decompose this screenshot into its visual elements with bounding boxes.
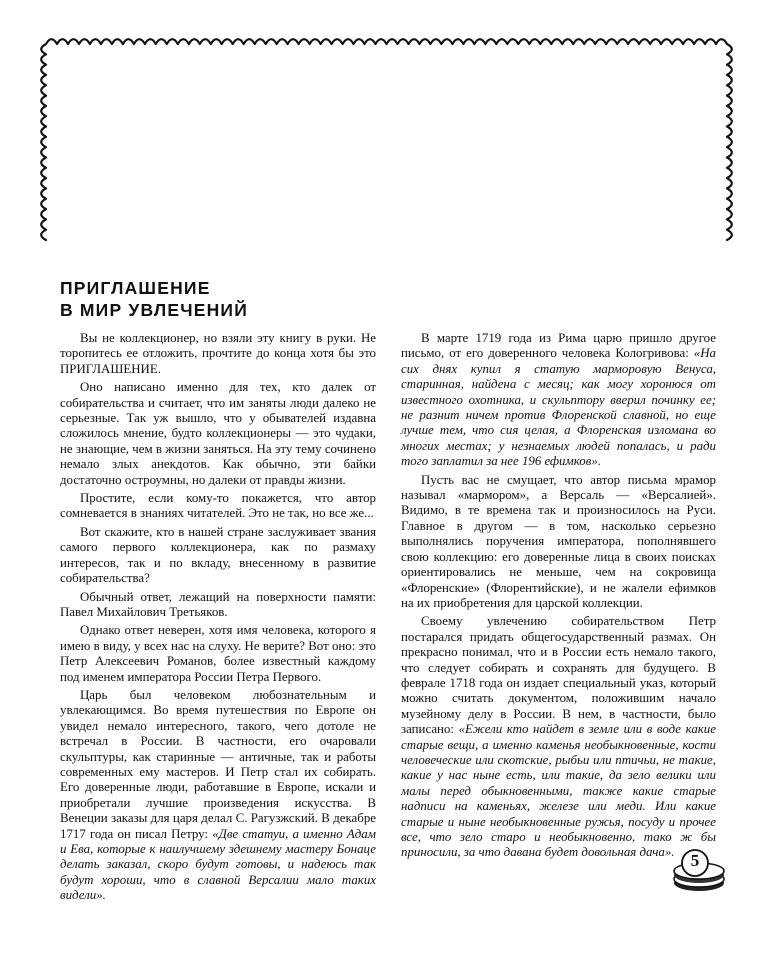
left-text-column [60, 331, 376, 907]
paragraph: Пусть вас не смущает, что автор письма мрамор называл «мармором», а Версаль — «Версалией». Видимо, в те времена так и произносилось на Руси. Главное в другом — в том, насколько серьезно выполнялись поручения императора, пополнявшего свою коллекцию: его доверенные лица в своих поисках ориентировались не меньше, чем на сокровища «Флоренские» (Флорентийские), и не жалели ефимков на их приобретения для царской коллекции. [401, 472, 716, 610]
paragraph-with-quote [401, 331, 716, 470]
paragraph: Оно написано именно для тех, кто далек от собирательства и считает, что им заняты люди далеко не серьезные. Так уж вышло, что у обывателей издавна сложилось мнение, будто коллекционеры — это чудаки, не знающие, чем в жизни заняться. На эту тему сочинено немало злых анекдотов. Как обычно, эти байки достаточно остроумны, но далеки от правды жизни. [60, 380, 376, 487]
paragraph: Однако ответ неверен, хотя имя человека, которого я имею в виду, у всех нас на слуху. Не верите? Вот оно: это Петр Алексеевич Романов, более известный каждому под именем императора России Петра Первого. [60, 623, 376, 684]
page-number: 5 [690, 851, 700, 870]
paragraph-text: Царь был человеком любознательным и увлекающимся. Во время путешествия по Европе он увидел немало интересного, такого, чего дотоле не встречал в России. В частности, его очаровали скульптуры, как старинные — античные, так и работы современных ему мастеров. И Петр стал их собирать. Его доверенные люди, работавшие в Европе, искали и приобретали лучшие произведения искусства. В Венеции заказы для царя делал С. Рагузжский. В декабре 1717 года он писал Петру: [60, 687, 376, 841]
paragraph: Простите, если кому-то покажется, что автор сомневается в знаниях читателей. Это не так, но все же... [60, 491, 376, 521]
stamp-frame-border [0, 0, 774, 260]
paragraph-text: Своему увлечению собирательством Петр постарался придать общегосударственный размах. Он прекрасно понимал, что и в России есть немало такого, что следует собирать и сохранять для будущего. В феврале 1718 года он издает специальный указ, который можно считать документом, положившим начало музейному делу в России. В нем, в частности, было записано: [401, 614, 716, 737]
heading-line-1: ПРИГЛАШЕНИЕ [60, 278, 211, 298]
paragraph: Вы не коллекционер, но взяли эту книгу в руки. Не торопитесь ее отложить, прочтите до конца хотя бы это ПРИГЛАШЕНИЕ. [60, 331, 376, 376]
paragraph: Обычный ответ, лежащий на поверхности памяти: Павел Михайлович Третьяков. [60, 589, 376, 619]
heading-line-2: В МИР УВЛЕЧЕНИЙ [60, 300, 248, 320]
paragraph-with-quote [60, 688, 376, 904]
right-text-column [401, 331, 716, 864]
section-heading [60, 277, 248, 321]
decree-quote: «Ежели кто найдет в земле или в воде какие старые вещи, а именно каменья необыкновенные, кости человеческие или скотские, рыбьи или птичьи, не такие, какие у нас ныне есть, или такие, да зело велики или малы перед обыкновенными, также какие старые надписи на каменьях, железе или меди. Или какие старые и ныне необыкновенные ружья, посуду и прочее все, что зело старо и необыкновенно, тако ж бы приносили, за что давана будет довольная дача». [401, 722, 716, 860]
paragraph: Вот скажите, кто в нашей стране заслуживает звания самого первого коллекционера, как по размаху интересов, так и по вкладу, внесенному в развитие собирательства? [60, 524, 376, 586]
letter-quote: «Две статуи, а именно Адам и Ева, которые к наилучшему здешнему мастеру Бонаце делать заказал, скоро будут готовы, и надеюсь так будут хороши, что в славной Версалии мало таких видели». [60, 826, 376, 903]
paragraph-text: В марте 1719 года из Рима царю пришло другое письмо, от его доверенного человека Кологривова: [401, 331, 716, 361]
letter-quote: «На сих днях купил я статую марморовую Венуса, старинная, найдена с месяц; как могу хоронюся от известного охотника, и скульптору вверил починку ее; не разнит ничем против Флоренской славной, но еще лучше тем, что сия целая, а Флоренская изломана во многих местах; у незнаемых людей попалась, и ради того заплатил за нее 196 ефимков». [401, 346, 716, 469]
paragraph-with-quote [401, 614, 716, 861]
